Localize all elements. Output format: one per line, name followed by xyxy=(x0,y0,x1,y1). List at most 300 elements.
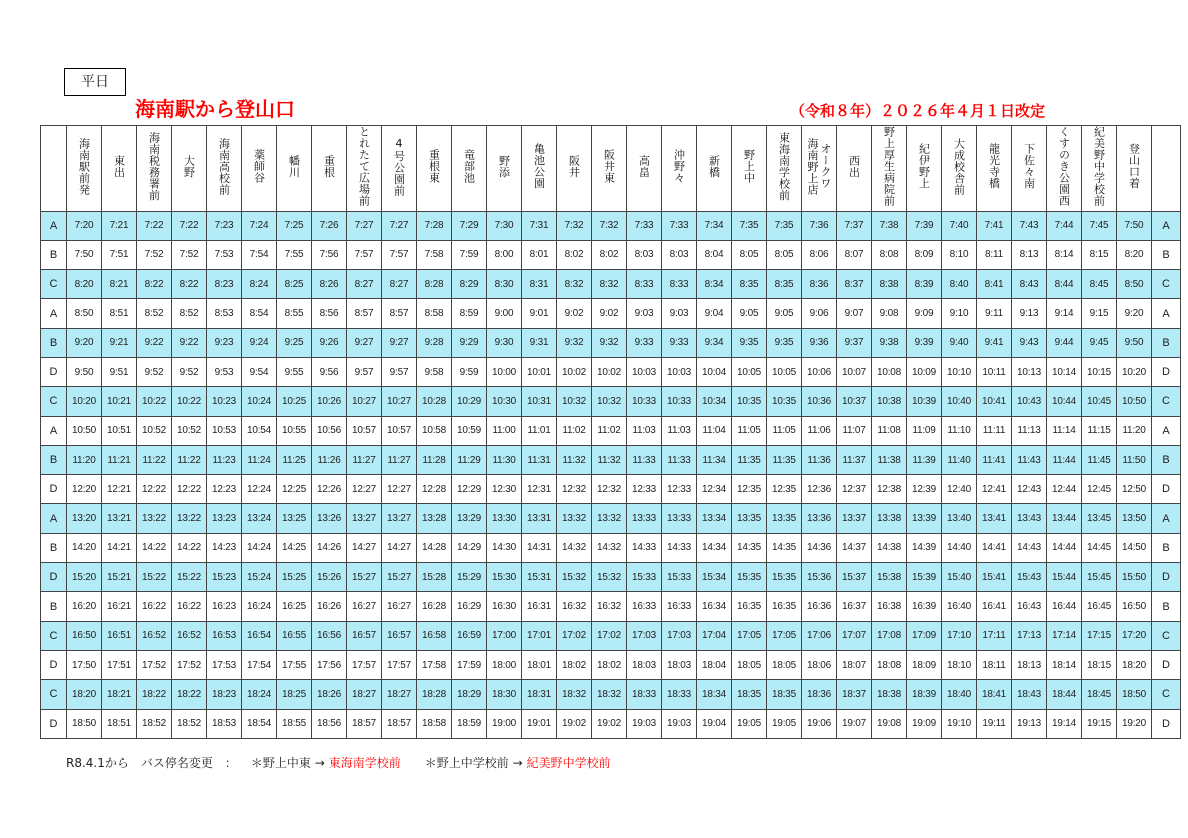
departure-time: 8:30 xyxy=(487,270,522,299)
stop-name: 野上厚生病院前 xyxy=(882,126,896,207)
departure-time: 13:35 xyxy=(732,504,767,533)
day-type-label: 平日 xyxy=(64,68,126,96)
departure-time: 7:22 xyxy=(172,211,207,240)
departure-time: 15:45 xyxy=(1082,563,1117,592)
departure-time: 11:01 xyxy=(522,416,557,445)
departure-time: 10:50 xyxy=(1117,387,1152,416)
departure-time: 18:57 xyxy=(347,709,382,738)
departure-time: 8:33 xyxy=(662,270,697,299)
departure-time: 8:56 xyxy=(312,299,347,328)
departure-time: 10:36 xyxy=(802,387,837,416)
departure-time: 18:10 xyxy=(942,650,977,679)
departure-time: 17:05 xyxy=(767,621,802,650)
departure-time: 8:44 xyxy=(1047,270,1082,299)
departure-time: 16:58 xyxy=(417,621,452,650)
departure-time: 14:38 xyxy=(872,533,907,562)
departure-time: 14:35 xyxy=(767,533,802,562)
departure-time: 12:35 xyxy=(732,475,767,504)
departure-time: 12:25 xyxy=(277,475,312,504)
departure-time: 15:50 xyxy=(1117,563,1152,592)
departure-time: 13:22 xyxy=(172,504,207,533)
departure-time: 9:37 xyxy=(837,328,872,357)
departure-time: 14:31 xyxy=(522,533,557,562)
departure-time: 12:34 xyxy=(697,475,732,504)
departure-time: 11:30 xyxy=(487,445,522,474)
route-letter-left: A xyxy=(41,299,67,328)
departure-time: 15:29 xyxy=(452,563,487,592)
departure-time: 18:25 xyxy=(277,680,312,709)
departure-time: 11:32 xyxy=(557,445,592,474)
departure-time: 18:57 xyxy=(382,709,417,738)
departure-time: 10:13 xyxy=(1012,357,1047,386)
departure-time: 10:01 xyxy=(522,357,557,386)
departure-time: 9:02 xyxy=(592,299,627,328)
departure-time: 14:23 xyxy=(207,533,242,562)
departure-time: 10:35 xyxy=(767,387,802,416)
departure-time: 16:27 xyxy=(347,592,382,621)
departure-time: 18:00 xyxy=(487,650,522,679)
departure-time: 9:04 xyxy=(697,299,732,328)
departure-time: 8:28 xyxy=(417,270,452,299)
departure-time: 19:02 xyxy=(592,709,627,738)
departure-time: 8:26 xyxy=(312,270,347,299)
departure-time: 14:22 xyxy=(172,533,207,562)
departure-time: 10:20 xyxy=(67,387,102,416)
departure-time: 16:26 xyxy=(312,592,347,621)
departure-time: 13:29 xyxy=(452,504,487,533)
departure-time: 10:23 xyxy=(207,387,242,416)
departure-time: 16:38 xyxy=(872,592,907,621)
stop-header xyxy=(312,126,347,212)
departure-time: 18:45 xyxy=(1082,680,1117,709)
departure-time: 13:41 xyxy=(977,504,1012,533)
departure-time: 12:31 xyxy=(522,475,557,504)
departure-time: 10:00 xyxy=(487,357,522,386)
departure-time: 13:27 xyxy=(382,504,417,533)
departure-time: 8:58 xyxy=(417,299,452,328)
trip-row xyxy=(41,357,1181,386)
departure-time: 15:28 xyxy=(417,563,452,592)
departure-time: 9:24 xyxy=(242,328,277,357)
departure-time: 17:02 xyxy=(592,621,627,650)
departure-time: 19:00 xyxy=(487,709,522,738)
departure-time: 16:53 xyxy=(207,621,242,650)
stop-header xyxy=(207,126,242,212)
departure-time: 14:34 xyxy=(697,533,732,562)
departure-time: 11:02 xyxy=(592,416,627,445)
departure-time: 11:50 xyxy=(1117,445,1152,474)
stop-name: 重根 xyxy=(322,154,336,178)
departure-time: 15:32 xyxy=(592,563,627,592)
departure-time: 10:25 xyxy=(277,387,312,416)
departure-time: 8:36 xyxy=(802,270,837,299)
departure-time: 9:30 xyxy=(487,328,522,357)
departure-time: 17:11 xyxy=(977,621,1012,650)
departure-time: 9:01 xyxy=(522,299,557,328)
departure-time: 16:34 xyxy=(697,592,732,621)
stop-name: 紀伊野上 xyxy=(917,143,931,190)
departure-time: 18:08 xyxy=(872,650,907,679)
departure-time: 18:26 xyxy=(312,680,347,709)
rename-new-name: 紀美野中学校前 xyxy=(526,756,611,770)
departure-time: 18:58 xyxy=(417,709,452,738)
departure-time: 9:32 xyxy=(592,328,627,357)
departure-time: 18:15 xyxy=(1082,650,1117,679)
departure-time: 13:34 xyxy=(697,504,732,533)
bus-timetable xyxy=(40,125,1181,739)
departure-time: 13:25 xyxy=(277,504,312,533)
departure-time: 8:32 xyxy=(592,270,627,299)
departure-time: 7:43 xyxy=(1012,211,1047,240)
route-letter-right: B xyxy=(1152,240,1181,269)
departure-time: 13:21 xyxy=(102,504,137,533)
route-column-header xyxy=(1152,126,1181,212)
stop-header xyxy=(767,126,802,212)
departure-time: 16:23 xyxy=(207,592,242,621)
departure-time: 13:40 xyxy=(942,504,977,533)
departure-time: 11:15 xyxy=(1082,416,1117,445)
departure-time: 17:04 xyxy=(697,621,732,650)
departure-time: 18:56 xyxy=(312,709,347,738)
departure-time: 8:33 xyxy=(627,270,662,299)
departure-time: 8:35 xyxy=(767,270,802,299)
departure-time: 18:03 xyxy=(627,650,662,679)
departure-time: 13:32 xyxy=(592,504,627,533)
departure-time: 8:20 xyxy=(67,270,102,299)
stop-name: 登山口着 xyxy=(1127,143,1141,190)
departure-time: 14:37 xyxy=(837,533,872,562)
departure-time: 7:54 xyxy=(242,240,277,269)
route-letter-right: C xyxy=(1152,270,1181,299)
departure-time: 18:53 xyxy=(207,709,242,738)
departure-time: 11:31 xyxy=(522,445,557,474)
departure-time: 15:23 xyxy=(207,563,242,592)
departure-time: 10:39 xyxy=(907,387,942,416)
departure-time: 9:56 xyxy=(312,357,347,386)
departure-time: 17:57 xyxy=(347,650,382,679)
departure-time: 17:50 xyxy=(67,650,102,679)
stop-header xyxy=(172,126,207,212)
departure-time: 10:22 xyxy=(172,387,207,416)
departure-time: 8:37 xyxy=(837,270,872,299)
departure-time: 11:24 xyxy=(242,445,277,474)
departure-time: 16:22 xyxy=(172,592,207,621)
departure-time: 16:55 xyxy=(277,621,312,650)
departure-time: 11:41 xyxy=(977,445,1012,474)
trip-row xyxy=(41,621,1181,650)
departure-time: 11:22 xyxy=(172,445,207,474)
departure-time: 11:04 xyxy=(697,416,732,445)
route-letter-left: D xyxy=(41,357,67,386)
departure-time: 9:50 xyxy=(67,357,102,386)
departure-time: 9:35 xyxy=(767,328,802,357)
departure-time: 11:03 xyxy=(627,416,662,445)
route-letter-right: C xyxy=(1152,621,1181,650)
departure-time: 7:28 xyxy=(417,211,452,240)
departure-time: 8:50 xyxy=(67,299,102,328)
departure-time: 8:23 xyxy=(207,270,242,299)
departure-time: 19:04 xyxy=(697,709,732,738)
departure-time: 8:20 xyxy=(1117,240,1152,269)
departure-time: 8:39 xyxy=(907,270,942,299)
departure-time: 16:30 xyxy=(487,592,522,621)
departure-time: 8:03 xyxy=(627,240,662,269)
trip-row xyxy=(41,504,1181,533)
departure-time: 9:03 xyxy=(662,299,697,328)
departure-time: 10:22 xyxy=(137,387,172,416)
departure-time: 17:01 xyxy=(522,621,557,650)
departure-time: 12:43 xyxy=(1012,475,1047,504)
departure-time: 11:05 xyxy=(732,416,767,445)
departure-time: 10:41 xyxy=(977,387,1012,416)
departure-time: 13:45 xyxy=(1082,504,1117,533)
rename-new-name: 東海南学校前 xyxy=(328,756,401,770)
departure-time: 7:58 xyxy=(417,240,452,269)
stop-header xyxy=(942,126,977,212)
departure-time: 18:02 xyxy=(557,650,592,679)
departure-time: 9:53 xyxy=(207,357,242,386)
departure-time: 9:33 xyxy=(662,328,697,357)
departure-time: 18:05 xyxy=(732,650,767,679)
departure-time: 18:22 xyxy=(172,680,207,709)
departure-time: 17:14 xyxy=(1047,621,1082,650)
departure-time: 10:33 xyxy=(662,387,697,416)
stop-header xyxy=(1012,126,1047,212)
stop-name: 海南高校前 xyxy=(217,137,231,195)
stop-name: 阪井 xyxy=(567,154,581,178)
route-letter-right: C xyxy=(1152,680,1181,709)
departure-time: 11:05 xyxy=(767,416,802,445)
departure-time: 10:34 xyxy=(697,387,732,416)
departure-time: 11:39 xyxy=(907,445,942,474)
stop-name: 重根東 xyxy=(427,149,441,184)
departure-time: 17:55 xyxy=(277,650,312,679)
departure-time: 17:05 xyxy=(732,621,767,650)
departure-time: 16:50 xyxy=(1117,592,1152,621)
route-letter-right: D xyxy=(1152,650,1181,679)
departure-time: 7:30 xyxy=(487,211,522,240)
stop-name: 阪井東 xyxy=(602,149,616,184)
departure-time: 8:27 xyxy=(382,270,417,299)
route-letter-left: A xyxy=(41,416,67,445)
departure-time: 7:45 xyxy=(1082,211,1117,240)
departure-time: 11:00 xyxy=(487,416,522,445)
stop-name: 新橋 xyxy=(707,154,721,178)
departure-time: 15:33 xyxy=(627,563,662,592)
trip-row xyxy=(41,270,1181,299)
departure-time: 7:52 xyxy=(172,240,207,269)
departure-time: 18:14 xyxy=(1047,650,1082,679)
departure-time: 16:20 xyxy=(67,592,102,621)
departure-time: 11:44 xyxy=(1047,445,1082,474)
route-letter-left: B xyxy=(41,328,67,357)
route-letter-right: B xyxy=(1152,328,1181,357)
departure-time: 7:59 xyxy=(452,240,487,269)
stop-header xyxy=(1117,126,1152,212)
departure-time: 19:13 xyxy=(1012,709,1047,738)
trip-row xyxy=(41,680,1181,709)
departure-time: 7:37 xyxy=(837,211,872,240)
timetable-header xyxy=(41,126,1181,212)
departure-time: 8:21 xyxy=(102,270,137,299)
stop-header xyxy=(417,126,452,212)
departure-time: 8:05 xyxy=(767,240,802,269)
departure-time: 15:37 xyxy=(837,563,872,592)
departure-time: 17:03 xyxy=(662,621,697,650)
rename-old-name: ＊野上中学校前 → xyxy=(424,756,523,770)
route-letter-right: B xyxy=(1152,592,1181,621)
departure-time: 8:02 xyxy=(557,240,592,269)
departure-time: 8:57 xyxy=(382,299,417,328)
departure-time: 10:59 xyxy=(452,416,487,445)
trip-row xyxy=(41,240,1181,269)
departure-time: 9:15 xyxy=(1082,299,1117,328)
departure-time: 16:59 xyxy=(452,621,487,650)
departure-time: 19:03 xyxy=(627,709,662,738)
departure-time: 8:06 xyxy=(802,240,837,269)
departure-time: 10:38 xyxy=(872,387,907,416)
departure-time: 18:21 xyxy=(102,680,137,709)
departure-time: 15:27 xyxy=(347,563,382,592)
departure-time: 9:54 xyxy=(242,357,277,386)
departure-time: 10:35 xyxy=(732,387,767,416)
departure-time: 14:32 xyxy=(557,533,592,562)
departure-time: 18:31 xyxy=(522,680,557,709)
departure-time: 9:40 xyxy=(942,328,977,357)
stop-header xyxy=(907,126,942,212)
departure-time: 13:32 xyxy=(557,504,592,533)
departure-time: 7:27 xyxy=(382,211,417,240)
departure-time: 15:31 xyxy=(522,563,557,592)
departure-time: 17:56 xyxy=(312,650,347,679)
departure-time: 12:30 xyxy=(487,475,522,504)
departure-time: 15:22 xyxy=(137,563,172,592)
departure-time: 12:39 xyxy=(907,475,942,504)
departure-time: 16:44 xyxy=(1047,592,1082,621)
departure-time: 11:13 xyxy=(1012,416,1047,445)
departure-time: 13:26 xyxy=(312,504,347,533)
departure-time: 10:57 xyxy=(347,416,382,445)
departure-time: 12:21 xyxy=(102,475,137,504)
departure-time: 15:38 xyxy=(872,563,907,592)
departure-time: 12:23 xyxy=(207,475,242,504)
rename-note-label: R8.4.1から バス停名変更 ： xyxy=(66,756,237,770)
stop-name: 東出 xyxy=(112,154,126,178)
departure-time: 12:41 xyxy=(977,475,1012,504)
departure-time: 18:06 xyxy=(802,650,837,679)
departure-time: 7:26 xyxy=(312,211,347,240)
departure-time: 14:20 xyxy=(67,533,102,562)
departure-time: 13:33 xyxy=(662,504,697,533)
departure-time: 8:52 xyxy=(137,299,172,328)
route-letter-right: B xyxy=(1152,533,1181,562)
departure-time: 9:34 xyxy=(697,328,732,357)
route-letter-left: C xyxy=(41,270,67,299)
departure-time: 19:11 xyxy=(977,709,1012,738)
departure-time: 14:29 xyxy=(452,533,487,562)
departure-time: 14:50 xyxy=(1117,533,1152,562)
departure-time: 10:33 xyxy=(627,387,662,416)
departure-time: 7:38 xyxy=(872,211,907,240)
departure-time: 10:14 xyxy=(1047,357,1082,386)
departure-time: 9:13 xyxy=(1012,299,1047,328)
departure-time: 16:37 xyxy=(837,592,872,621)
departure-time: 7:57 xyxy=(382,240,417,269)
stop-name: 亀池公園 xyxy=(532,143,546,190)
departure-time: 10:20 xyxy=(1117,357,1152,386)
departure-time: 7:44 xyxy=(1047,211,1082,240)
departure-time: 10:52 xyxy=(172,416,207,445)
departure-time: 13:24 xyxy=(242,504,277,533)
departure-time: 19:05 xyxy=(767,709,802,738)
departure-time: 18:33 xyxy=(662,680,697,709)
stop-name: 沖野々 xyxy=(672,149,686,184)
departure-time: 17:51 xyxy=(102,650,137,679)
stop-name: 西出 xyxy=(847,154,861,178)
departure-time: 7:53 xyxy=(207,240,242,269)
departure-time: 13:38 xyxy=(872,504,907,533)
departure-time: 9:43 xyxy=(1012,328,1047,357)
departure-time: 14:33 xyxy=(627,533,662,562)
departure-time: 19:14 xyxy=(1047,709,1082,738)
departure-time: 7:32 xyxy=(592,211,627,240)
departure-time: 11:06 xyxy=(802,416,837,445)
trip-row xyxy=(41,416,1181,445)
departure-time: 10:56 xyxy=(312,416,347,445)
stop-name: 紀美野中学校前 xyxy=(1092,126,1106,207)
departure-time: 12:29 xyxy=(452,475,487,504)
trip-row xyxy=(41,650,1181,679)
stop-header xyxy=(837,126,872,212)
trip-row xyxy=(41,533,1181,562)
departure-time: 16:57 xyxy=(382,621,417,650)
departure-time: 18:35 xyxy=(767,680,802,709)
departure-time: 9:02 xyxy=(557,299,592,328)
departure-time: 9:25 xyxy=(277,328,312,357)
departure-time: 8:07 xyxy=(837,240,872,269)
departure-time: 9:07 xyxy=(837,299,872,328)
departure-time: 19:10 xyxy=(942,709,977,738)
departure-time: 10:15 xyxy=(1082,357,1117,386)
departure-time: 13:36 xyxy=(802,504,837,533)
departure-time: 11:03 xyxy=(662,416,697,445)
trip-row xyxy=(41,563,1181,592)
departure-time: 8:24 xyxy=(242,270,277,299)
departure-time: 12:20 xyxy=(67,475,102,504)
departure-time: 19:05 xyxy=(732,709,767,738)
stop-header xyxy=(277,126,312,212)
departure-time: 9:27 xyxy=(382,328,417,357)
departure-time: 14:35 xyxy=(732,533,767,562)
departure-time: 13:43 xyxy=(1012,504,1047,533)
departure-time: 7:29 xyxy=(452,211,487,240)
departure-time: 12:33 xyxy=(662,475,697,504)
departure-time: 8:08 xyxy=(872,240,907,269)
departure-time: 18:43 xyxy=(1012,680,1047,709)
departure-time: 11:09 xyxy=(907,416,942,445)
departure-time: 7:25 xyxy=(277,211,312,240)
departure-time: 13:23 xyxy=(207,504,242,533)
departure-time: 11:23 xyxy=(207,445,242,474)
departure-time: 13:22 xyxy=(137,504,172,533)
timetable-body xyxy=(41,211,1181,738)
departure-time: 8:57 xyxy=(347,299,382,328)
departure-time: 11:40 xyxy=(942,445,977,474)
departure-time: 17:20 xyxy=(1117,621,1152,650)
departure-time: 16:57 xyxy=(347,621,382,650)
departure-time: 14:36 xyxy=(802,533,837,562)
departure-time: 17:58 xyxy=(417,650,452,679)
